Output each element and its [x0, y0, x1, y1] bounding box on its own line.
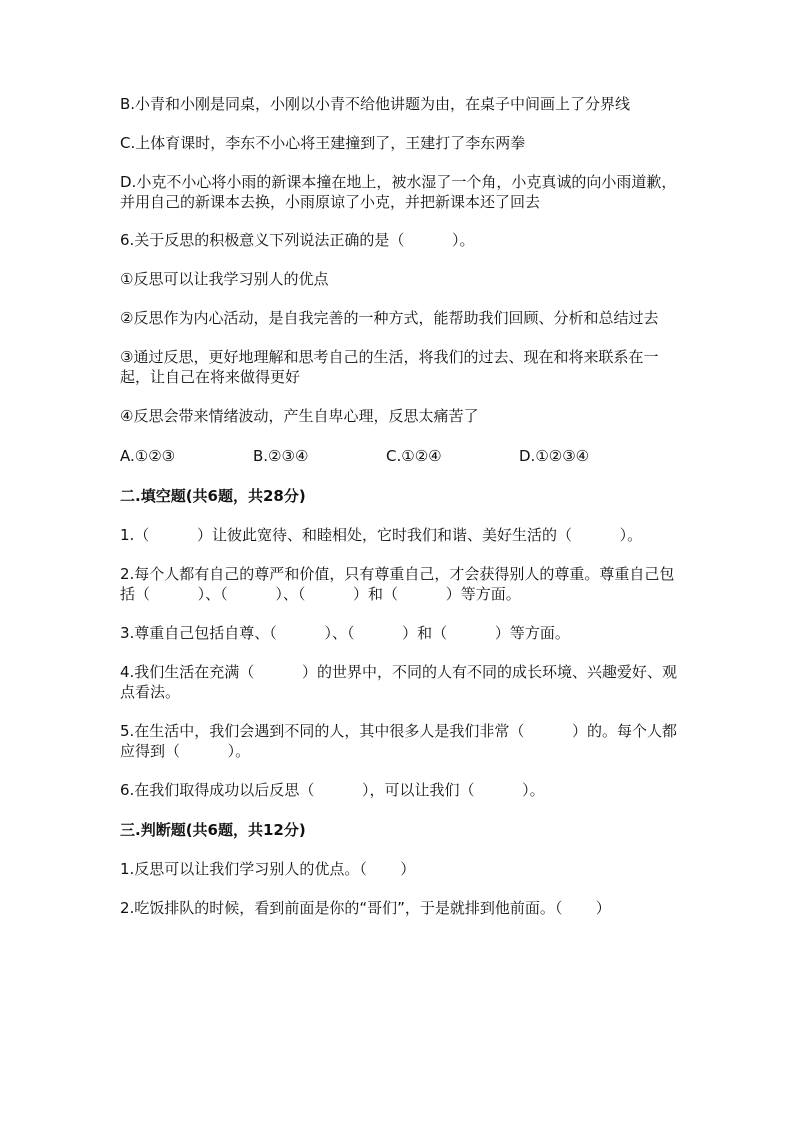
question-6-option-d: D.①②③④ [519, 447, 590, 465]
judge-question-1: 1.反思可以让我们学习别人的优点。（ ） [120, 860, 416, 878]
fill-question-1: 1.（ ）让彼此宽待、和睦相处，它时我们和谐、美好生活的（ ）。 [120, 526, 643, 544]
fill-question-5: 5.在生活中，我们会遇到不同的人，其中很多人是我们非常（ ）的。每个人都应得到（ ）。 [120, 722, 677, 760]
question-6-option-b: B.②③④ [253, 447, 309, 465]
option-d-prev: D.小克不小心将小雨的新课本撞在地上，被水湿了一个角，小克真诚的向小雨道歉，并用自己的新课本去换，小雨原谅了小克，并把新课本还了回去 [120, 173, 677, 211]
judge-question-2: 2.吃饭排队的时候，看到前面是你的“哥们”，于是就排到他前面。（ ） [120, 899, 611, 917]
exam-page [120, 94, 680, 918]
question-6-options [120, 446, 680, 466]
section-3-title: 三.判断题(共6题，共12分) [120, 821, 306, 839]
question-6-item-1: ①反思可以让我学习别人的优点 [120, 270, 329, 288]
option-b-prev: B.小青和小刚是同桌，小刚以小青不给他讲题为由，在桌子中间画上了分界线 [120, 95, 631, 113]
option-c-prev: C.上体育课时，李东不小心将王建撞到了，王建打了李东两拳 [120, 134, 526, 152]
question-6-stem: 6.关于反思的积极意义下列说法正确的是（ ）。 [120, 231, 475, 249]
question-6-item-4: ④反思会带来情绪波动，产生自卑心理，反思太痛苦了 [120, 407, 479, 425]
question-6-option-c: C.①②④ [386, 447, 442, 465]
section-2-title: 二.填空题(共6题，共28分) [120, 487, 306, 505]
fill-question-6: 6.在我们取得成功以后反思（ ），可以让我们（ ）。 [120, 781, 545, 799]
question-6-item-3: ③通过反思，更好地理解和思考自己的生活，将我们的过去、现在和将来联系在一起，让自己在将来做得更好 [120, 348, 659, 386]
question-6-option-a: A.①②③ [120, 447, 176, 465]
fill-question-3: 3.尊重自己包括自尊、（ ）、（ ）和（ ）等方面。 [120, 624, 570, 642]
fill-question-2: 2.每个人都有自己的尊严和价值，只有尊重自己，才会获得别人的尊重。尊重自己包括（ ）、（ ）、（ ）和（ ）等方面。 [120, 565, 675, 603]
fill-question-4: 4.我们生活在充满（ ）的世界中，不同的人有不同的成长环境、兴趣爱好、观点看法。 [120, 663, 677, 701]
question-6-item-2: ②反思作为内心活动，是自我完善的一种方式，能帮助我们回顾、分析和总结过去 [120, 309, 659, 327]
